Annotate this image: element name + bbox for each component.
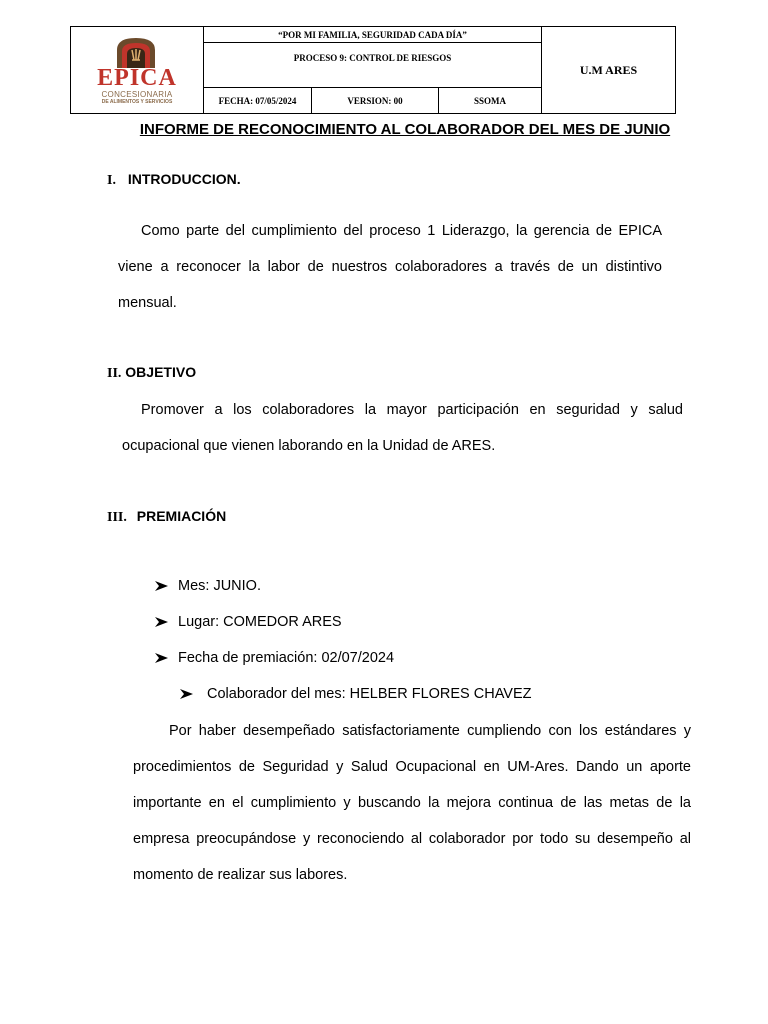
section-title: INTRODUCCION.: [127, 171, 241, 187]
paragraph-line: importante en el cumplimiento y buscando la mejora continua de las metas de la: [133, 795, 691, 811]
document-header-table: [70, 26, 676, 114]
arch-emblem-icon: [113, 36, 159, 68]
paragraph-line: procedimientos de Seguridad y Salud Ocupacional en UM-Ares. Dando un aporte: [133, 759, 691, 775]
premiacion-paragraph: [133, 713, 691, 893]
motto-cell: “POR MI FAMILIA, SEGURIDAD CADA DÍA”: [204, 27, 542, 43]
bullet-item-lugar: [155, 614, 342, 630]
arrowhead-bullet-icon: [155, 617, 168, 627]
bullet-item-fecha: [155, 650, 394, 666]
arrowhead-bullet-icon: [155, 581, 168, 591]
version-cell: VERSION: 00: [312, 88, 439, 113]
date-cell: FECHA: 07/05/2024: [204, 88, 312, 113]
paragraph-line: Promover a los colaboradores la mayor participación en seguridad y salud: [141, 402, 683, 418]
paragraph-line: momento de realizar sus labores.: [133, 867, 348, 883]
process-cell: PROCESO 9: CONTROL DE RIESGOS: [204, 43, 542, 88]
section-title: PREMIACIÓN: [136, 508, 227, 524]
paragraph-line: ocupacional que vienen laborando en la Unidad de ARES.: [122, 438, 496, 454]
area-cell: SSOMA: [439, 88, 542, 113]
paragraph-line: empresa preocupándose y reconociendo al colaborador por todo su desempeño al: [133, 831, 691, 847]
bullet-text: Colaborador del mes: HELBER FLORES CHAVEZ: [207, 686, 532, 702]
section-heading-premiacion: [107, 508, 226, 526]
unit-cell: U.M ARES: [579, 62, 638, 77]
bullet-text: Mes: JUNIO.: [178, 578, 261, 594]
paragraph-line: viene a reconocer la labor de nuestros colaboradores a través de un distintivo: [118, 259, 662, 275]
section-title: OBJETIVO: [125, 364, 197, 380]
introduccion-paragraph: [118, 213, 662, 321]
logo-tagline: DE ALIMENTOS Y SERVICIOS: [101, 99, 173, 105]
section-number: II.: [107, 366, 122, 381]
section-number: I.: [107, 173, 116, 188]
objetivo-paragraph: [122, 392, 683, 464]
section-heading-objetivo: [107, 364, 196, 382]
bullet-text: Lugar: COMEDOR ARES: [178, 614, 342, 630]
arrowhead-bullet-icon: [180, 689, 193, 699]
paragraph-line: Por haber desempeñado satisfactoriamente cumpliendo con los estándares y: [169, 723, 691, 739]
logo-wordmark: EPICA: [97, 65, 177, 91]
logo-cell: [71, 27, 204, 113]
section-heading-introduccion: [107, 171, 241, 189]
report-title: INFORME DE RECONOCIMIENTO AL COLABORADOR DEL MES DE JUNIO: [139, 121, 671, 138]
bullet-item-colaborador: [180, 686, 532, 702]
section-number: III.: [107, 510, 127, 525]
company-logo: [82, 30, 192, 110]
paragraph-line: mensual.: [118, 295, 177, 311]
logo-subtitle: CONCESIONARIA: [101, 90, 173, 99]
bullet-text: Fecha de premiación: 02/07/2024: [178, 650, 395, 666]
bullet-item-mes: [155, 578, 261, 594]
paragraph-line: Como parte del cumplimiento del proceso 1 Liderazgo, la gerencia de EPICA: [141, 223, 662, 239]
arrowhead-bullet-icon: [155, 653, 168, 663]
